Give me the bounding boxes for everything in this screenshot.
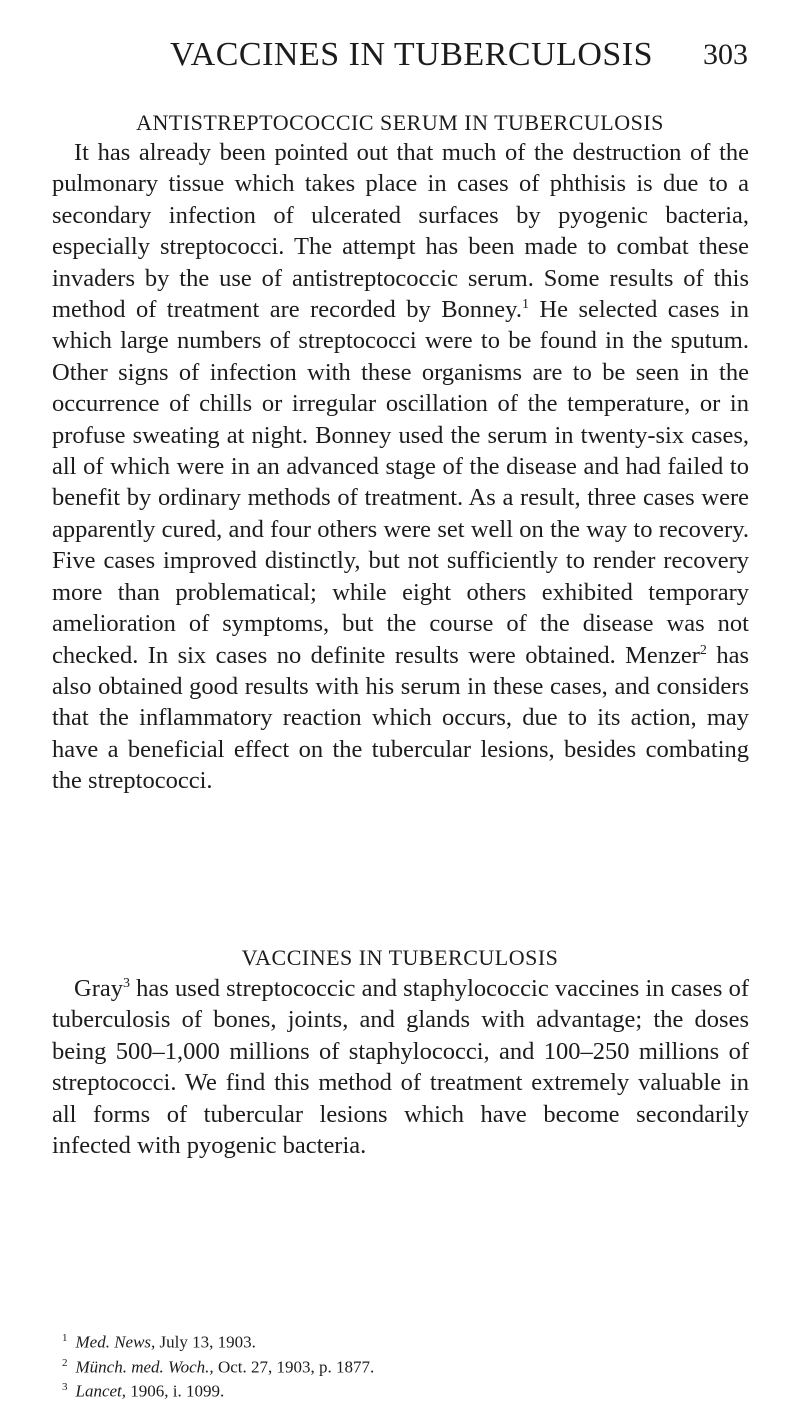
paragraph-text: It has already been pointed out that much of the destruction of the pulmonary tissue which takes place in cases of phthisis is due to a secondary infection of ulcerated surfaces by pyogenic bacteria, especially streptococci. The attempt has been made to combat these invaders by the use of antistreptococcic serum. Some results of this method of treatment are recorded by Bonney.: [52, 139, 749, 324]
footnote-detail: 1906, i. 1099.: [126, 1381, 225, 1401]
footnote-source: Lancet,: [75, 1381, 127, 1401]
footnote-source: Med. News,: [75, 1332, 156, 1352]
running-head: [170, 36, 748, 76]
footnote-detail: Oct. 27, 1903, p. 1877.: [213, 1357, 375, 1377]
footnote-source: Münch. med. Woch.,: [75, 1357, 214, 1377]
footnote-mark: 3: [62, 1381, 68, 1394]
footnote-ref-3: 3: [122, 975, 130, 991]
footnote-1: [62, 1328, 762, 1353]
footnote-detail: July 13, 1903.: [155, 1332, 256, 1352]
footnote-mark: 1: [62, 1332, 68, 1344]
footnote-3: [62, 1377, 762, 1402]
paragraph-vaccines: [52, 973, 749, 1161]
paragraph-text: has also obtained good results with his serum in these cases, and considers that the inflammatory reaction which occurs, due to its action, may have a beneficial effect on the tubercular lesions, besides combating the streptococci.: [52, 641, 749, 795]
paragraph-antistreptococcic-serum: [52, 137, 749, 797]
paragraph-text: Gray: [74, 975, 123, 1002]
paragraph-text: He selected cases in which large numbers of streptococci were to be found in the sputum. Other signs of infection with these organisms are to be seen in the occurrence of chills or irregular oscillation of the temperature, or in profuse sweating at night. Bonney used the serum in twenty-six cases, all of which were in an advanced stage of the disease and had failed to benefit by ordinary methods of treatment. As a result, three cases were apparently cured, and four others were set well on the way to recovery. Five cases improved distinctly, but not sufficiently to render recovery more than problematical; while eight others exhibited temporary amelioration of symptoms, but the course of the disease was not checked. In six cases no definite results were obtained. Menzer: [52, 296, 749, 669]
footnotes: [62, 1328, 762, 1402]
footnote-ref-2: 2: [699, 642, 707, 658]
page-number: 303: [703, 38, 748, 71]
running-title: VACCINES IN TUBERCULOSIS: [170, 36, 654, 73]
footnote-2: [62, 1353, 762, 1378]
footnote-mark: 2: [62, 1356, 68, 1369]
paragraph-text: has used streptococcic and staphylococcic vaccines in cases of tuberculosis of bones, joints, and glands with advantage; the doses being 500–1,000 millions of staphylococci, and 100–250 millions of streptococci. We find this method of treatment extremely valuable in all forms of tubercular lesions which have become secondarily infected with pyogenic bacteria.: [52, 975, 749, 1160]
section-heading-vaccines: VACCINES IN TUBERCULOSIS: [241, 945, 559, 970]
section-heading-antistreptococcic-serum: ANTISTREPTOCOCCIC SERUM IN TUBERCULOSIS: [136, 110, 664, 135]
footnote-ref-1: 1: [521, 296, 529, 312]
